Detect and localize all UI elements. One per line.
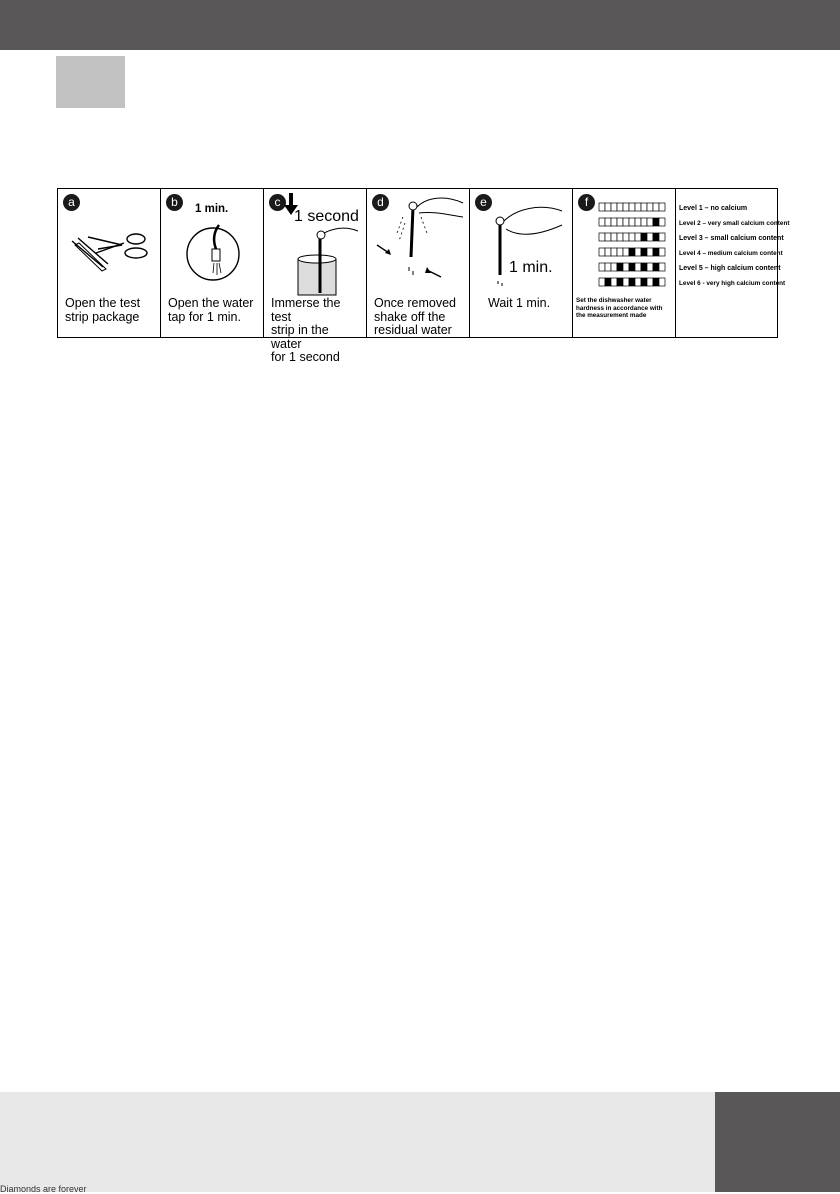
scale-cell (617, 248, 623, 256)
scale-cell (611, 263, 617, 271)
duration-label: 1 min. (195, 203, 229, 215)
step-badge: c (269, 194, 286, 211)
scale-cell (659, 203, 665, 211)
scale-cell (653, 248, 659, 256)
scale-cell (599, 218, 605, 226)
scale-cell (623, 278, 629, 286)
scale-cell (599, 203, 605, 211)
scale-cell (611, 203, 617, 211)
scale-cell (647, 218, 653, 226)
section-marker (56, 56, 125, 108)
scale-cell (629, 233, 635, 241)
scale-cell (659, 263, 665, 271)
header-bar (0, 0, 840, 50)
step-caption: Immerse the test strip in the water for 1 second (271, 296, 341, 364)
scale-cell (605, 248, 611, 256)
hardness-level: Level 5 – high calcium content (679, 265, 781, 272)
scale-cell (605, 203, 611, 211)
hardness-scale-chart (573, 189, 676, 294)
water-tap-icon (161, 189, 264, 294)
scale-cell (641, 203, 647, 211)
step-badge: a (63, 194, 80, 211)
step-caption: Once removed shake off the residual water (374, 296, 456, 337)
hardness-level: Level 3 – small calcium content (679, 235, 784, 242)
scale-cell (629, 278, 635, 286)
hardness-level-list (679, 201, 790, 291)
scale-cell (641, 263, 647, 271)
step-f-panel (573, 189, 676, 337)
step-c-panel (264, 189, 367, 364)
scale-cell (629, 218, 635, 226)
step-caption: Wait 1 min. (488, 296, 551, 310)
scale-cell (659, 278, 665, 286)
scale-cell (653, 278, 659, 286)
scale-cell (605, 218, 611, 226)
scale-cell (611, 278, 617, 286)
scale-cell (623, 203, 629, 211)
scale-cell (653, 233, 659, 241)
step-e-panel (470, 189, 573, 337)
scale-cell (635, 233, 641, 241)
water-hardness-test-instructions (57, 188, 790, 364)
step-badge: e (475, 194, 492, 211)
scale-cell (629, 263, 635, 271)
scale-cell (617, 263, 623, 271)
scale-cell (599, 263, 605, 271)
scale-cell (635, 218, 641, 226)
scale-cell (653, 263, 659, 271)
step-badge: b (166, 194, 183, 211)
scissors-icon (58, 189, 161, 294)
hand-shaking-strip-icon (367, 189, 470, 294)
scale-cell (647, 233, 653, 241)
hardness-levels-panel (676, 189, 790, 337)
scale-cell (611, 233, 617, 241)
step-badge: f (578, 194, 595, 211)
scale-cell (617, 218, 623, 226)
step-caption: Open the water tap for 1 min. (168, 296, 254, 324)
scale-cell (641, 233, 647, 241)
step-caption: Set the dishwasher water hardness in accordance with the measurement made (576, 297, 663, 319)
scale-cell (617, 278, 623, 286)
scale-cell (605, 278, 611, 286)
scale-cell (641, 278, 647, 286)
scale-cell (623, 248, 629, 256)
down-arrow-icon (264, 189, 367, 294)
scale-cell (599, 278, 605, 286)
scale-cell (617, 233, 623, 241)
step-a-panel (58, 189, 161, 337)
scale-cell (647, 248, 653, 256)
step-b-panel (161, 189, 264, 337)
scale-cell (659, 248, 665, 256)
scale-cell (647, 263, 653, 271)
scale-cell (641, 218, 647, 226)
scale-cell (605, 263, 611, 271)
scale-cell (635, 263, 641, 271)
scale-cell (623, 263, 629, 271)
scale-cell (599, 233, 605, 241)
scale-cell (635, 203, 641, 211)
step-badge: d (372, 194, 389, 211)
scale-cell (653, 203, 659, 211)
duration-label: 1 min. (509, 259, 553, 276)
scale-cell (611, 218, 617, 226)
scale-cell (611, 248, 617, 256)
step-caption: Open the test strip package (65, 296, 141, 324)
scale-cell (641, 248, 647, 256)
hardness-level: Level 4 – medium calcium content (679, 250, 783, 257)
scale-cell (599, 248, 605, 256)
footer-page-tab (715, 1092, 840, 1192)
scale-cell (659, 218, 665, 226)
hand-holding-strip-icon (470, 189, 573, 294)
footer-bar (0, 1092, 840, 1192)
footer-cut-text: Diamonds are forever (0, 1184, 87, 1194)
scale-cell (617, 203, 623, 211)
hardness-level: Level 6 - very high calcium content (679, 280, 786, 287)
step-d-panel (367, 189, 470, 337)
hardness-level: Level 1 – no calcium (679, 205, 748, 212)
hardness-level: Level 2 – very small calcium content (679, 220, 790, 227)
scale-cell (635, 248, 641, 256)
scale-cell (647, 278, 653, 286)
scale-cell (605, 233, 611, 241)
scale-cell (653, 218, 659, 226)
duration-label: 1 second (294, 208, 359, 225)
scale-cell (623, 233, 629, 241)
scale-cell (623, 218, 629, 226)
scale-cell (629, 203, 635, 211)
scale-cell (635, 278, 641, 286)
scale-cell (629, 248, 635, 256)
scale-cell (659, 233, 665, 241)
scale-cell (647, 203, 653, 211)
